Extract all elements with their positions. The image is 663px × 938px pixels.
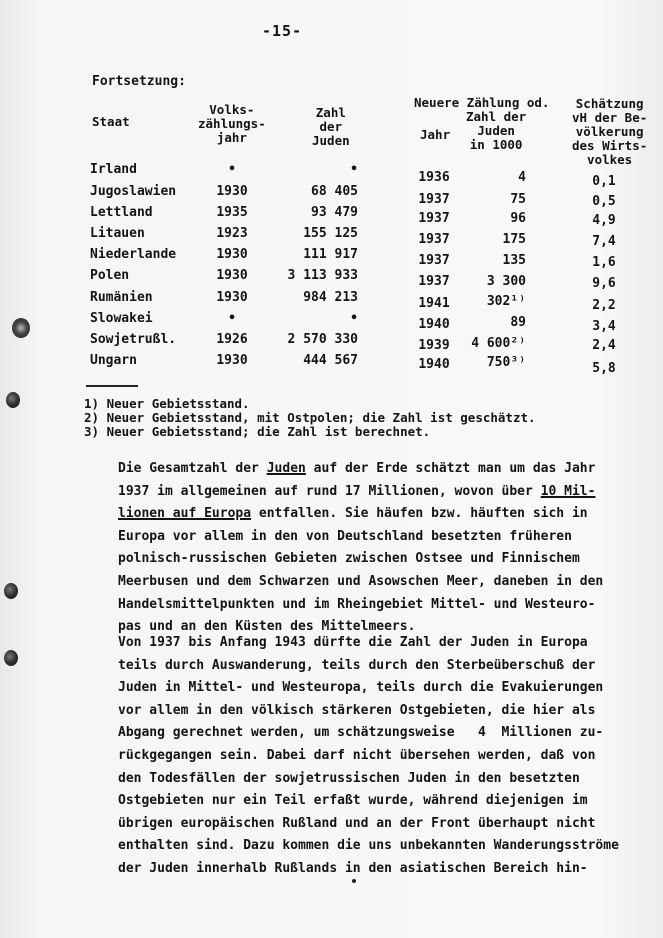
text-line: vor allem in den völkisch stärkeren Ostgebieten, die hier als: [118, 702, 596, 718]
cell-juden: •: [350, 162, 358, 177]
cell-juden: 93 479: [311, 205, 358, 220]
cell-neu-jahr: 1940: [418, 317, 450, 332]
cell-neu-juden: 302¹⁾: [486, 294, 526, 309]
cell-neu-jahr: 1937: [418, 232, 450, 247]
table-row: [0, 311, 663, 334]
cell-staat: Jugoslawien: [90, 184, 177, 199]
cell-neu-juden: 96: [510, 211, 526, 226]
cell-neu-jahr: 1940: [418, 357, 450, 372]
page-dot-mark: [352, 879, 356, 883]
footnote-rule: [86, 385, 138, 387]
cell-juden: 984 213: [303, 290, 358, 305]
cell-neu-jahr: 1937: [418, 211, 450, 226]
cell-neu-juden: 750³⁾: [486, 355, 526, 370]
cell-juden: 2 570 330: [287, 332, 358, 347]
text-line: den Todesfällen der sowjetrussischen Juden in den besetzten: [118, 770, 580, 786]
header-zahl-juden: Zahl der Juden: [312, 105, 350, 148]
text-line: Ostgebieten nur ein Teil erfaßt wurde, während diejenigen im: [118, 793, 588, 809]
cell-neu-juden: 4 600²⁾: [471, 336, 526, 351]
cell-staat: Polen: [90, 268, 130, 283]
cell-jahr: •: [228, 162, 236, 177]
cell-neu-jahr: 1939: [418, 338, 450, 353]
cell-neu-jahr: 1937: [418, 253, 450, 268]
cell-staat: Litauen: [90, 226, 145, 241]
cell-neu-juden: 135: [502, 253, 526, 268]
underlined-text: 10 Mil-: [540, 483, 596, 499]
table-row: [0, 184, 663, 209]
cell-staat: Ungarn: [90, 353, 137, 368]
text-line: rückgegangen sein. Dabei darf nicht übersehen werden, daß von: [118, 747, 596, 763]
text-line: Europa vor allem in den von Deutschland besetzten früheren: [118, 528, 572, 544]
punch-hole-mark: [4, 583, 18, 599]
footnote-2: 2) Neuer Gebietsstand, mit Ostpolen; die Zahl ist geschätzt.: [84, 410, 536, 425]
cell-neu-jahr: 1941: [418, 296, 450, 311]
text-line: polnisch-russischen Gebieten zwischen Ostsee und Finnischem: [118, 551, 580, 567]
cell-neu-jahr: 1936: [418, 170, 450, 185]
cell-jahr: 1926: [216, 332, 248, 347]
cell-pct: 2,2: [592, 298, 616, 313]
table-row: [0, 290, 663, 313]
punch-hole-mark: [4, 650, 18, 666]
cell-jahr: 1930: [216, 247, 248, 262]
punch-hole-mark: [6, 392, 20, 408]
cell-neu-juden: 75: [510, 192, 526, 207]
header-schaetzung: Schätzung vH der Be- völkerung des Wirts- volkes: [572, 96, 648, 167]
header-neuere-top: Neuere Zählung od.: [414, 95, 550, 110]
cell-neu-juden: 175: [502, 232, 526, 247]
footnote-3: 3) Neuer Gebietsstand; die Zahl ist berechnet.: [84, 424, 431, 439]
cell-jahr: 1930: [216, 290, 248, 305]
cell-neu-juden: 3 300: [486, 274, 526, 289]
paragraph-2: [118, 632, 638, 881]
cell-juden: •: [350, 311, 358, 326]
table-row: [0, 162, 663, 189]
header-staat: Staat: [92, 114, 130, 129]
text-run: entfallen. Sie häufen bzw. häuften sich in: [251, 506, 588, 522]
cell-jahr: •: [228, 311, 236, 326]
cell-jahr: 1930: [216, 353, 248, 368]
continuation-label: Fortsetzung:: [92, 74, 186, 89]
cell-staat: Irland: [90, 162, 137, 177]
text-line: [118, 458, 638, 481]
text-line: Handelsmittelpunkten und im Rheingebiet Mittel- und Westeuro-: [118, 596, 596, 612]
cell-jahr: 1930: [216, 184, 248, 199]
cell-neu-juden: 4: [518, 170, 526, 185]
cell-juden: 3 113 933: [287, 268, 358, 283]
cell-pct: 4,9: [592, 213, 616, 228]
cell-pct: 1,6: [592, 255, 616, 270]
cell-pct: 5,8: [592, 361, 616, 376]
cell-pct: 2,4: [592, 338, 616, 353]
cell-pct: 0,5: [592, 194, 616, 209]
cell-neu-juden: 89: [510, 315, 526, 330]
footnote-1: 1) Neuer Gebietsstand.: [84, 396, 250, 411]
table-row: [0, 353, 663, 376]
cell-juden: 444 567: [303, 353, 358, 368]
page-number: -15-: [262, 22, 303, 40]
text-line: [118, 481, 638, 504]
header-volkszaehlung: Volks- zählungs- jahr: [198, 102, 266, 145]
table-row: [0, 247, 663, 270]
text-line: der Juden innerhalb Rußlands in den asiatischen Bereich hin-: [118, 860, 588, 876]
cell-staat: Niederlande: [90, 247, 177, 262]
cell-pct: 0,1: [592, 174, 616, 189]
table-row: [0, 268, 663, 291]
text-line: Abgang gerechnet werden, um schätzungsweise 4 Millionen zu-: [118, 725, 604, 741]
cell-jahr: 1935: [216, 205, 248, 220]
text-line: pas und an den Küsten des Mittelmeers.: [118, 619, 416, 635]
footnotes: [84, 397, 536, 439]
cell-staat: Sowjetrußl.: [90, 332, 177, 347]
cell-neu-jahr: 1937: [418, 274, 450, 289]
table-row: [0, 226, 663, 249]
cell-jahr: 1930: [216, 268, 248, 283]
table-row: [0, 332, 663, 352]
paragraph-1: [118, 458, 638, 639]
text-run: 1937 im allgemeinen auf rund 17 Millionen, wovon über: [118, 483, 541, 499]
cell-staat: Lettland: [90, 205, 153, 220]
text-line: enthalten sind. Dazu kommen die uns unbekannten Wanderungsströme: [118, 838, 619, 854]
text-run: Die Gesamtzahl der: [118, 461, 267, 476]
header-neuere-zahl: Zahl der Juden in 1000: [466, 109, 527, 152]
text-run: auf der Erde schätzt man um das Jahr: [305, 461, 596, 476]
underlined-text: lionen auf Europa: [118, 506, 252, 522]
cell-staat: Slowakei: [90, 311, 153, 326]
cell-pct: 7,4: [592, 234, 616, 249]
header-neuere-jahr: Jahr: [420, 127, 451, 142]
cell-pct: 9,6: [592, 276, 616, 291]
text-line: teils durch Auswanderung, teils durch den Sterbeüberschuß der: [118, 657, 596, 673]
text-line: Juden in Mittel- und Westeuropa, teils durch die Evakuierungen: [118, 680, 604, 696]
cell-jahr: 1923: [216, 226, 248, 241]
cell-pct: 3,4: [592, 319, 616, 334]
text-line: Meerbusen und dem Schwarzen und Asowschen Meer, daneben in den: [118, 573, 604, 589]
text-line: Von 1937 bis Anfang 1943 dürfte die Zahl der Juden in Europa: [118, 635, 588, 650]
text-line: [118, 503, 638, 526]
cell-neu-jahr: 1937: [418, 192, 450, 207]
table-row: [0, 205, 663, 228]
cell-staat: Rumänien: [90, 290, 153, 305]
text-line: übrigen europäischen Rußland und an der Front überhaupt nicht: [118, 815, 596, 831]
cell-juden: 155 125: [303, 226, 358, 241]
cell-juden: 68 405: [311, 184, 358, 199]
cell-juden: 111 917: [303, 247, 358, 262]
underlined-text: Juden: [266, 461, 306, 476]
